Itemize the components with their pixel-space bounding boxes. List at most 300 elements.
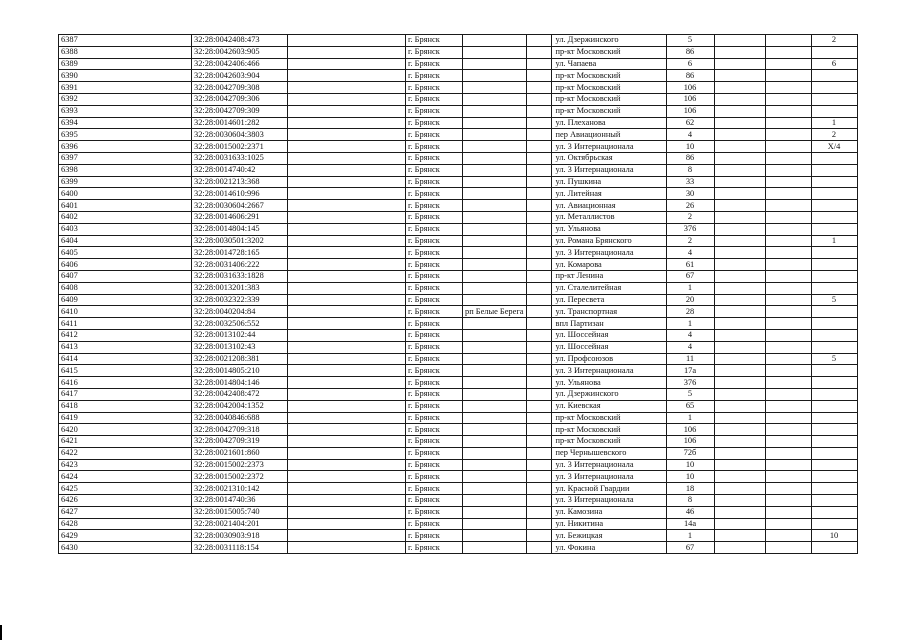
cell-cadastral-number: 32:28:0013102:43 (192, 341, 288, 353)
cell-cadastral-number: 32:28:0032506:552 (192, 318, 288, 330)
cell-row-number: 6417 (59, 388, 192, 400)
cell-blank-col-d (765, 46, 811, 58)
cell-apartment (811, 259, 857, 271)
cell-cadastral-number: 32:28:0042709:309 (192, 105, 288, 117)
cell-apartment (811, 176, 857, 188)
cell-blank-col-a (288, 270, 406, 282)
cell-apartment (811, 377, 857, 389)
cell-house-number: 376 (666, 223, 714, 235)
cell-house-number: 6 (666, 58, 714, 70)
cell-blank-col-b (526, 58, 551, 70)
cell-blank-col-a (288, 388, 406, 400)
cell-street: ул. Дзержинского (551, 35, 666, 47)
cell-settlement (463, 412, 527, 424)
cell-house-number: 5 (666, 35, 714, 47)
cell-city: г. Брянск (406, 129, 463, 141)
cell-blank-col-b (526, 46, 551, 58)
cell-apartment: 6 (811, 58, 857, 70)
cell-house-number: 8 (666, 495, 714, 507)
cell-city: г. Брянск (406, 294, 463, 306)
cell-cadastral-number: 32:28:0015005:740 (192, 506, 288, 518)
cell-apartment: Х/4 (811, 141, 857, 153)
cell-blank-col-b (526, 518, 551, 530)
cell-cadastral-number: 32:28:0032322:339 (192, 294, 288, 306)
cell-cadastral-number: 32:28:0031633:1828 (192, 270, 288, 282)
cell-house-number: 33 (666, 176, 714, 188)
cell-street: пр-кт Московский (551, 46, 666, 58)
cell-cadastral-number: 32:28:0031633:1025 (192, 152, 288, 164)
cell-house-number: 65 (666, 400, 714, 412)
cell-settlement (463, 447, 527, 459)
cell-row-number: 6420 (59, 424, 192, 436)
table-row (59, 400, 858, 412)
cell-blank-col-d (765, 117, 811, 129)
cell-blank-col-a (288, 82, 406, 94)
cell-blank-col-c (714, 447, 765, 459)
cell-row-number: 6414 (59, 353, 192, 365)
cell-blank-col-b (526, 152, 551, 164)
cell-street: ул. 3 Интернационала (551, 141, 666, 153)
cell-blank-col-c (714, 400, 765, 412)
cell-row-number: 6429 (59, 530, 192, 542)
cell-blank-col-a (288, 117, 406, 129)
cell-city: г. Брянск (406, 105, 463, 117)
cell-street: ул. Киевская (551, 400, 666, 412)
scan-edge-mark (0, 625, 2, 640)
cell-settlement (463, 542, 527, 554)
cell-blank-col-b (526, 129, 551, 141)
cell-settlement (463, 176, 527, 188)
cell-house-number: 8 (666, 164, 714, 176)
cell-house-number: 46 (666, 506, 714, 518)
cell-apartment (811, 447, 857, 459)
cell-settlement (463, 46, 527, 58)
cell-street: ул. Бежицкая (551, 530, 666, 542)
cell-blank-col-c (714, 471, 765, 483)
cell-row-number: 6390 (59, 70, 192, 82)
cell-settlement (463, 58, 527, 70)
cell-city: г. Брянск (406, 117, 463, 129)
cell-street: впл Партизан (551, 318, 666, 330)
cell-blank-col-d (765, 483, 811, 495)
cell-house-number: 4 (666, 247, 714, 259)
cell-blank-col-a (288, 483, 406, 495)
cell-blank-col-d (765, 164, 811, 176)
cell-settlement (463, 424, 527, 436)
table-row (59, 188, 858, 200)
cell-city: г. Брянск (406, 35, 463, 47)
cell-row-number: 6405 (59, 247, 192, 259)
table-row (59, 377, 858, 389)
cell-row-number: 6409 (59, 294, 192, 306)
table-row (59, 164, 858, 176)
cell-city: г. Брянск (406, 329, 463, 341)
cell-house-number: 17а (666, 365, 714, 377)
cell-blank-col-d (765, 259, 811, 271)
cell-blank-col-a (288, 259, 406, 271)
cell-settlement (463, 388, 527, 400)
cell-street: пр-кт Московский (551, 424, 666, 436)
cell-house-number: 62 (666, 117, 714, 129)
cell-blank-col-a (288, 211, 406, 223)
cell-blank-col-b (526, 164, 551, 176)
cell-house-number: 1 (666, 412, 714, 424)
cell-blank-col-d (765, 200, 811, 212)
table-row (59, 542, 858, 554)
cell-blank-col-c (714, 518, 765, 530)
cell-blank-col-a (288, 200, 406, 212)
cell-blank-col-b (526, 141, 551, 153)
cell-blank-col-c (714, 223, 765, 235)
cell-blank-col-a (288, 365, 406, 377)
cell-settlement (463, 436, 527, 448)
cell-settlement (463, 318, 527, 330)
cell-settlement (463, 495, 527, 507)
table-row (59, 70, 858, 82)
cell-row-number: 6392 (59, 93, 192, 105)
cell-blank-col-c (714, 341, 765, 353)
table-row (59, 152, 858, 164)
table-row (59, 447, 858, 459)
cell-apartment (811, 329, 857, 341)
cell-city: г. Брянск (406, 223, 463, 235)
cell-house-number: 67 (666, 270, 714, 282)
cell-street: ул. Камозина (551, 506, 666, 518)
cell-city: г. Брянск (406, 176, 463, 188)
cell-row-number: 6426 (59, 495, 192, 507)
cell-house-number: 1 (666, 530, 714, 542)
cell-row-number: 6424 (59, 471, 192, 483)
cell-street: пр-кт Московский (551, 82, 666, 94)
cell-blank-col-a (288, 353, 406, 365)
cell-settlement (463, 211, 527, 223)
cell-street: ул. Ульянова (551, 377, 666, 389)
cell-city: г. Брянск (406, 400, 463, 412)
cell-blank-col-d (765, 211, 811, 223)
cell-blank-col-d (765, 70, 811, 82)
cell-blank-col-b (526, 270, 551, 282)
cell-row-number: 6396 (59, 141, 192, 153)
cell-house-number: 376 (666, 377, 714, 389)
cell-settlement (463, 35, 527, 47)
cell-blank-col-c (714, 459, 765, 471)
cell-blank-col-c (714, 188, 765, 200)
cell-settlement (463, 353, 527, 365)
cell-blank-col-d (765, 436, 811, 448)
cell-house-number: 20 (666, 294, 714, 306)
cell-apartment (811, 341, 857, 353)
cell-blank-col-c (714, 388, 765, 400)
cell-blank-col-a (288, 329, 406, 341)
cell-blank-col-b (526, 294, 551, 306)
cell-blank-col-d (765, 152, 811, 164)
cell-blank-col-d (765, 412, 811, 424)
table-row (59, 506, 858, 518)
cell-cadastral-number: 32:28:0042603:904 (192, 70, 288, 82)
cell-blank-col-a (288, 412, 406, 424)
cell-house-number: 10 (666, 141, 714, 153)
cell-apartment (811, 459, 857, 471)
cell-blank-col-c (714, 235, 765, 247)
cell-blank-col-a (288, 58, 406, 70)
cell-cadastral-number: 32:28:0014804:145 (192, 223, 288, 235)
cell-apartment (811, 306, 857, 318)
cell-blank-col-d (765, 377, 811, 389)
cell-street: пер Авиационный (551, 129, 666, 141)
cell-blank-col-b (526, 235, 551, 247)
cell-blank-col-a (288, 400, 406, 412)
cell-blank-col-c (714, 294, 765, 306)
cell-street: ул. Фокина (551, 542, 666, 554)
cell-street: ул. 3 Интернационала (551, 495, 666, 507)
cell-blank-col-b (526, 329, 551, 341)
cell-apartment (811, 152, 857, 164)
cell-city: г. Брянск (406, 282, 463, 294)
cell-street: ул. Ульянова (551, 223, 666, 235)
cell-settlement (463, 105, 527, 117)
cell-settlement (463, 259, 527, 271)
cell-blank-col-b (526, 483, 551, 495)
cell-cadastral-number: 32:28:0015002:2373 (192, 459, 288, 471)
cell-blank-col-b (526, 459, 551, 471)
cell-blank-col-c (714, 129, 765, 141)
cell-settlement (463, 247, 527, 259)
cell-row-number: 6423 (59, 459, 192, 471)
cell-settlement (463, 270, 527, 282)
cell-blank-col-c (714, 495, 765, 507)
cell-blank-col-a (288, 447, 406, 459)
cell-street: пр-кт Ленина (551, 270, 666, 282)
cell-blank-col-d (765, 495, 811, 507)
cell-settlement (463, 294, 527, 306)
cell-city: г. Брянск (406, 247, 463, 259)
cell-house-number: 28 (666, 306, 714, 318)
cell-street: пр-кт Московский (551, 70, 666, 82)
cell-blank-col-a (288, 188, 406, 200)
cell-city: г. Брянск (406, 235, 463, 247)
cell-blank-col-d (765, 365, 811, 377)
cell-apartment (811, 506, 857, 518)
cell-city: г. Брянск (406, 483, 463, 495)
cell-row-number: 6398 (59, 164, 192, 176)
cell-cadastral-number: 32:28:0013201:383 (192, 282, 288, 294)
cell-street: ул. 3 Интернационала (551, 459, 666, 471)
cell-row-number: 6418 (59, 400, 192, 412)
table-row (59, 495, 858, 507)
cell-blank-col-a (288, 436, 406, 448)
cell-house-number: 4 (666, 129, 714, 141)
table-row (59, 82, 858, 94)
cell-settlement: рп Белые Берега (463, 306, 527, 318)
cell-blank-col-d (765, 141, 811, 153)
cell-street: ул. 3 Интернационала (551, 164, 666, 176)
cell-blank-col-a (288, 105, 406, 117)
table-row (59, 436, 858, 448)
cell-blank-col-d (765, 270, 811, 282)
cell-settlement (463, 530, 527, 542)
cell-cadastral-number: 32:28:0014606:291 (192, 211, 288, 223)
table-row (59, 518, 858, 530)
cell-house-number: 10 (666, 459, 714, 471)
cell-settlement (463, 117, 527, 129)
cell-cadastral-number: 32:28:0042709:308 (192, 82, 288, 94)
cell-cadastral-number: 32:28:0042406:466 (192, 58, 288, 70)
cell-blank-col-c (714, 70, 765, 82)
cell-blank-col-a (288, 282, 406, 294)
cell-street: ул. Транспортная (551, 306, 666, 318)
cell-house-number: 86 (666, 70, 714, 82)
cell-street: ул. Пушкина (551, 176, 666, 188)
cell-city: г. Брянск (406, 436, 463, 448)
cell-cadastral-number: 32:28:0030903:918 (192, 530, 288, 542)
cell-settlement (463, 400, 527, 412)
cell-blank-col-b (526, 495, 551, 507)
cell-apartment (811, 542, 857, 554)
cell-city: г. Брянск (406, 447, 463, 459)
cell-settlement (463, 141, 527, 153)
cell-blank-col-c (714, 306, 765, 318)
cell-blank-col-b (526, 424, 551, 436)
table-row (59, 388, 858, 400)
cell-blank-col-b (526, 259, 551, 271)
cell-blank-col-b (526, 117, 551, 129)
cell-row-number: 6415 (59, 365, 192, 377)
cell-apartment: 5 (811, 353, 857, 365)
cell-street: ул. Литейная (551, 188, 666, 200)
cell-blank-col-b (526, 188, 551, 200)
cell-blank-col-b (526, 82, 551, 94)
cell-street: ул. Сталелитейная (551, 282, 666, 294)
cell-apartment (811, 200, 857, 212)
cell-blank-col-b (526, 35, 551, 47)
cell-city: г. Брянск (406, 200, 463, 212)
cell-apartment (811, 105, 857, 117)
cell-blank-col-d (765, 129, 811, 141)
table-row (59, 105, 858, 117)
cell-city: г. Брянск (406, 471, 463, 483)
cell-blank-col-b (526, 353, 551, 365)
cell-apartment (811, 247, 857, 259)
cell-blank-col-d (765, 388, 811, 400)
cell-settlement (463, 93, 527, 105)
table-row (59, 93, 858, 105)
cell-blank-col-d (765, 176, 811, 188)
cell-blank-col-b (526, 318, 551, 330)
cell-blank-col-d (765, 447, 811, 459)
cell-cadastral-number: 32:28:0014804:146 (192, 377, 288, 389)
cell-settlement (463, 471, 527, 483)
cell-apartment (811, 223, 857, 235)
cell-settlement (463, 200, 527, 212)
cell-cadastral-number: 32:28:0030604:3803 (192, 129, 288, 141)
cell-street: ул. 3 Интернационала (551, 247, 666, 259)
cell-blank-col-c (714, 329, 765, 341)
cell-house-number: 18 (666, 483, 714, 495)
cell-row-number: 6427 (59, 506, 192, 518)
cell-settlement (463, 164, 527, 176)
cell-blank-col-b (526, 400, 551, 412)
cell-blank-col-c (714, 542, 765, 554)
cell-blank-col-a (288, 223, 406, 235)
cell-blank-col-a (288, 152, 406, 164)
cell-house-number: 4 (666, 341, 714, 353)
cell-blank-col-a (288, 70, 406, 82)
cell-blank-col-c (714, 35, 765, 47)
cell-apartment: 1 (811, 117, 857, 129)
cell-blank-col-a (288, 471, 406, 483)
cell-street: ул. Профсоюзов (551, 353, 666, 365)
cell-blank-col-d (765, 518, 811, 530)
cell-settlement (463, 82, 527, 94)
cell-row-number: 6404 (59, 235, 192, 247)
cell-row-number: 6408 (59, 282, 192, 294)
cell-blank-col-a (288, 424, 406, 436)
cell-cadastral-number: 32:28:0021213:368 (192, 176, 288, 188)
cell-blank-col-b (526, 70, 551, 82)
table-row (59, 424, 858, 436)
cell-cadastral-number: 32:28:0042603:905 (192, 46, 288, 58)
cell-apartment (811, 270, 857, 282)
cell-cadastral-number: 32:28:0040204:84 (192, 306, 288, 318)
table-row (59, 117, 858, 129)
cell-city: г. Брянск (406, 164, 463, 176)
cell-row-number: 6387 (59, 35, 192, 47)
table-row (59, 294, 858, 306)
cell-settlement (463, 365, 527, 377)
cell-blank-col-a (288, 129, 406, 141)
cell-blank-col-d (765, 341, 811, 353)
cell-apartment (811, 400, 857, 412)
table-row (59, 306, 858, 318)
cell-blank-col-d (765, 353, 811, 365)
cell-house-number: 1 (666, 282, 714, 294)
cell-city: г. Брянск (406, 530, 463, 542)
cell-house-number: 106 (666, 424, 714, 436)
cell-settlement (463, 70, 527, 82)
cell-settlement (463, 329, 527, 341)
cell-blank-col-c (714, 365, 765, 377)
cell-settlement (463, 235, 527, 247)
cell-apartment: 2 (811, 129, 857, 141)
table-row (59, 282, 858, 294)
cell-house-number: 1 (666, 318, 714, 330)
cell-blank-col-c (714, 141, 765, 153)
cell-blank-col-b (526, 412, 551, 424)
cell-blank-col-d (765, 530, 811, 542)
cell-house-number: 11 (666, 353, 714, 365)
cell-cadastral-number: 32:28:0021601:860 (192, 447, 288, 459)
cell-apartment: 10 (811, 530, 857, 542)
cell-blank-col-a (288, 176, 406, 188)
cell-row-number: 6430 (59, 542, 192, 554)
table-row (59, 200, 858, 212)
cell-city: г. Брянск (406, 70, 463, 82)
cell-blank-col-d (765, 306, 811, 318)
cell-apartment (811, 483, 857, 495)
cell-blank-col-c (714, 506, 765, 518)
cell-city: г. Брянск (406, 424, 463, 436)
table-row (59, 259, 858, 271)
cell-row-number: 6416 (59, 377, 192, 389)
cell-blank-col-c (714, 200, 765, 212)
cell-apartment (811, 82, 857, 94)
cell-row-number: 6419 (59, 412, 192, 424)
table-row (59, 35, 858, 47)
cell-row-number: 6401 (59, 200, 192, 212)
cell-blank-col-c (714, 353, 765, 365)
cell-blank-col-b (526, 341, 551, 353)
cell-blank-col-d (765, 459, 811, 471)
